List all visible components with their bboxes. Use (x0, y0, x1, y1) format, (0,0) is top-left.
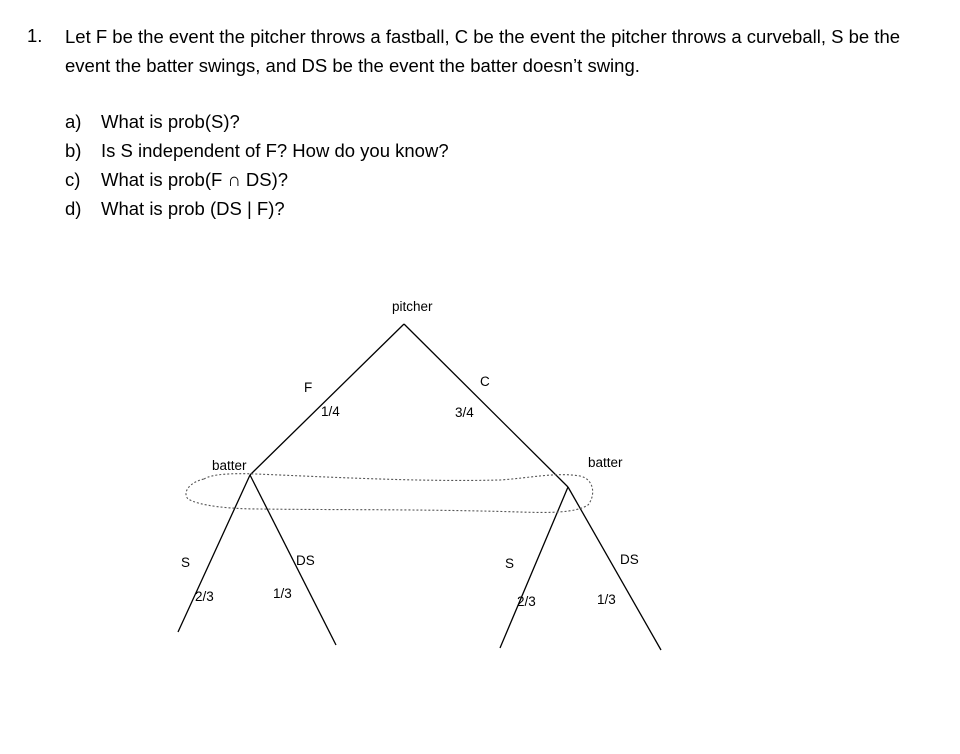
question-letter: a) (65, 111, 82, 132)
branch-line-f (250, 324, 404, 475)
right-batter-node-label: batter (588, 455, 623, 470)
question-text: What is prob(F ∩ DS)? (101, 169, 289, 190)
branch-c-probability-label: 3/4 (455, 405, 474, 420)
left-batter-node-label: batter (212, 458, 247, 473)
branch-line-c (404, 324, 568, 487)
right-ds-probability-label: 1/3 (597, 592, 616, 607)
branch-f-probability-label: 1/4 (321, 404, 340, 419)
question-letter: d) (65, 198, 82, 219)
branch-line-f-s (178, 475, 250, 632)
branch-f-event-label: F (304, 380, 313, 395)
problem-number: 1. (27, 25, 43, 46)
question-letter: b) (65, 140, 82, 161)
information-set-dotted-oval (186, 474, 593, 513)
left-ds-probability-label: 1/3 (273, 586, 292, 601)
left-s-probability-label: 2/3 (195, 589, 214, 604)
left-ds-event-label: DS (296, 553, 315, 568)
question-letter: c) (65, 169, 81, 190)
right-ds-event-label: DS (620, 552, 639, 567)
branch-line-c-ds (568, 487, 661, 650)
branch-c-event-label: C (480, 374, 490, 389)
left-s-event-label: S (181, 555, 191, 570)
root-label: pitcher (392, 299, 433, 314)
problem-statement: Let F be the event the pitcher throws a fastball, C be the event the pitcher throws a curveball, S be the event the batter swings, and DS be the event the batter doesn’t swing. (65, 26, 901, 76)
question-text: Is S independent of F? How do you know? (101, 140, 449, 161)
question-text: What is prob(S)? (101, 111, 240, 132)
right-s-event-label: S (505, 556, 515, 571)
right-s-probability-label: 2/3 (517, 594, 536, 609)
branch-line-f-ds (250, 475, 336, 645)
question-text: What is prob (DS | F)? (101, 198, 285, 219)
